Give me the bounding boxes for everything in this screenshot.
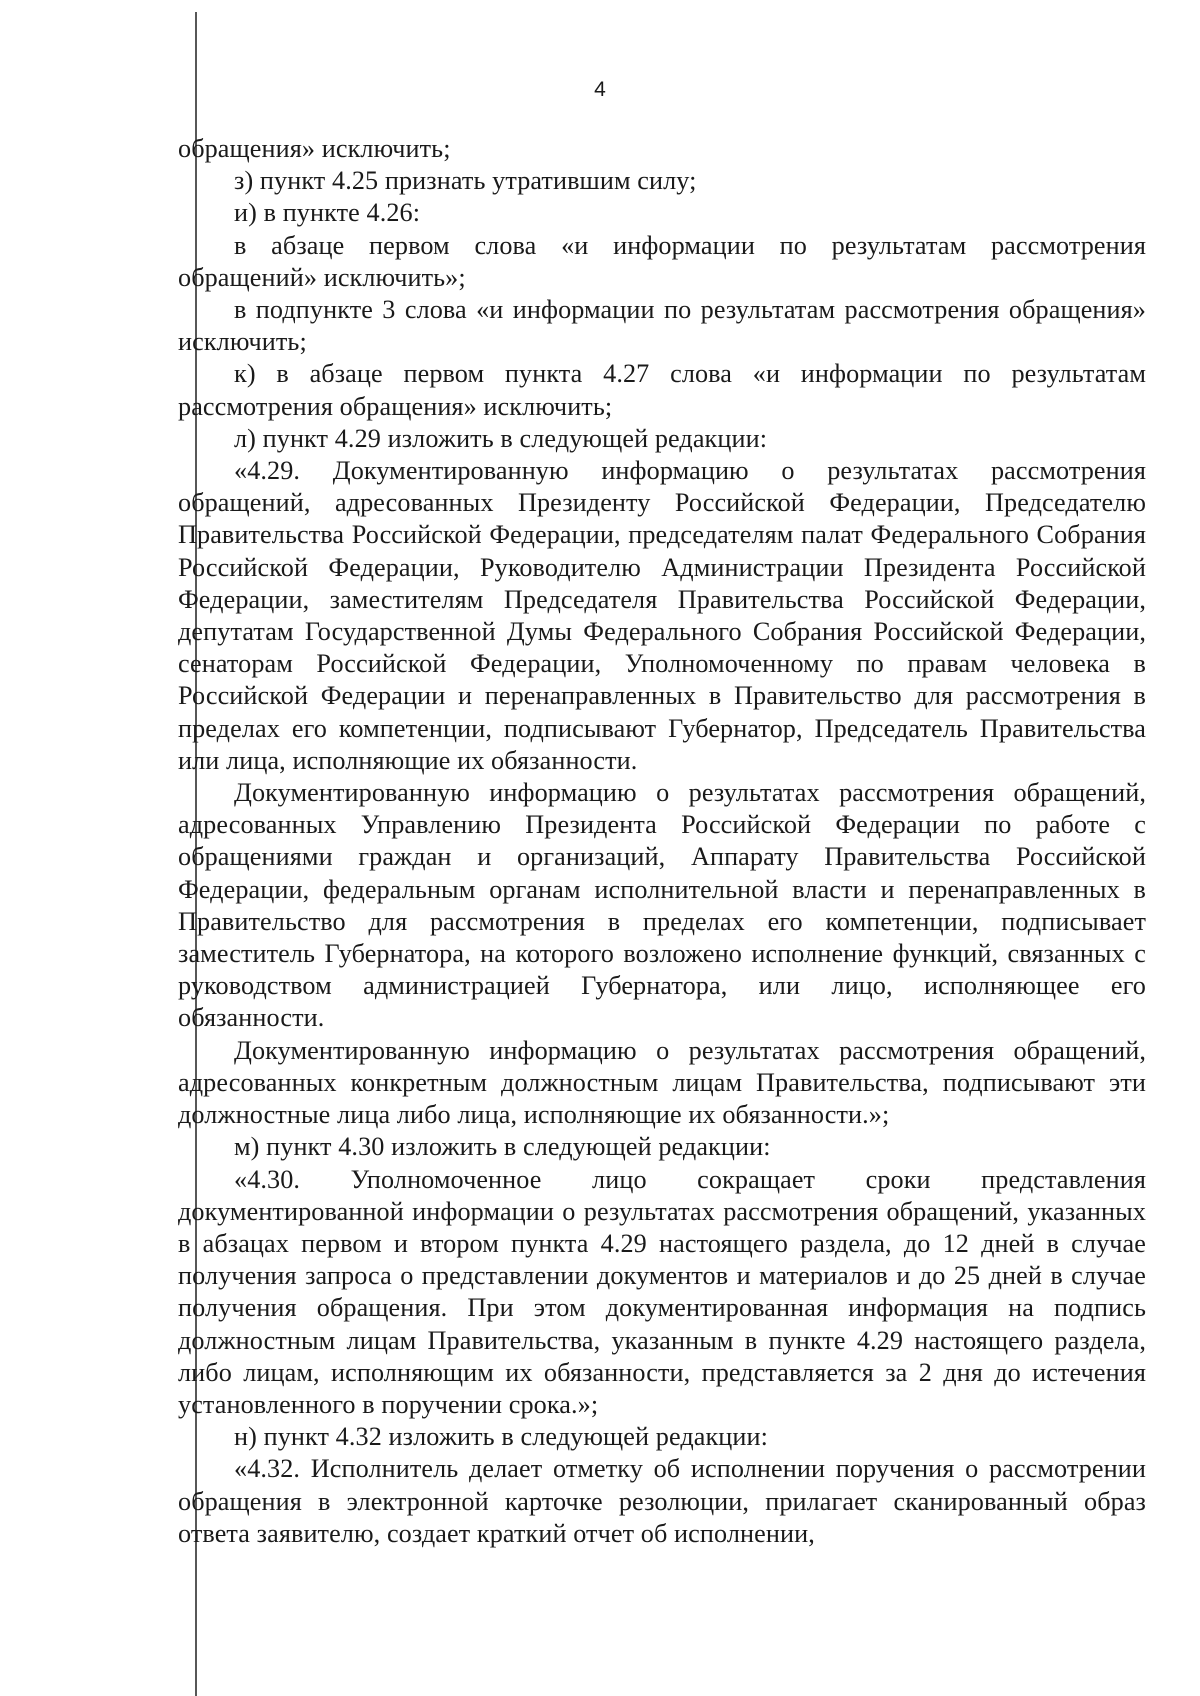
paragraph-item-m: м) пункт 4.30 изложить в следующей редакции: (234, 1132, 771, 1162)
paragraph-4-32: «4.32. Исполнитель делает отметку об исполнении поручения о рассмотрении обращения в электронной карточке резолюции, прилагает сканированный образ ответа заявителю, создает краткий отчет об исполнении, (178, 1454, 1146, 1548)
paragraph-4-29-second: Документированную информацию о результатах рассмотрения обращений, адресованных Управлению Президента Российской Федерации по работе с обращениями граждан и организаций, Аппарату Правительства Российской Федерации, федеральным органам исполнительной власти и перенаправленных в Правительство для рассмотрения в пределах его компетенции, подписывает заместитель Губернатора, на которого возложено исполнение функций, связанных с руководством администрацией Губернатора, или лицо, исполняющее его обязанности. (178, 778, 1146, 1033)
paragraph-4-29-first: «4.29. Документированную информацию о результатах рассмотрения обращений, адресованных Президенту Российской Федерации, Председателю Правительства Российской Федерации, председателям палат Федерального Собрания Российской Федерации, Руководителю Администрации Президента Российской Федерации, заместителям Председателя Правительства Российской Федерации, депутатам Государственной Думы Федерального Собрания Российской Федерации, сенаторам Российской Федерации, Уполномоченному по правам человека в Российской Федерации и перенаправленных в Правительство для рассмотрения в пределах его компетенции, подписывают Губернатор, Председатель Правительства или лица, исполняющие их обязанности. (178, 456, 1146, 775)
page-number: 4 (594, 78, 606, 101)
paragraph-item-n: н) пункт 4.32 изложить в следующей редакции: (234, 1422, 769, 1452)
paragraph-4-30: «4.30. Уполномоченное лицо сокращает сроки представления документированной информации о результатах рассмотрения обращений, указанных в абзацах первом и втором пункта 4.29 настоящего раздела, до 12 дней в случае получения запроса о представлении документов и материалов и до 25 дней в случае получения обращения. При этом документированная информация на подпись должностным лицам Правительства, указанным в пункте 4.29 настоящего раздела, либо лицам, исполняющим их обязанности, представляется за 2 дня до истечения установленного в поручении срока.»; (178, 1164, 1146, 1419)
paragraph-item-i: и) в пункте 4.26: (234, 198, 421, 228)
paragraph-item-z: з) пункт 4.25 признать утратившим силу; (234, 166, 697, 196)
paragraph-4-29-third: Документированную информацию о результатах рассмотрения обращений, адресованных конкретным должностным лицам Правительства, подписывают эти должностные лица либо лица, исполняющие их обязанности.»; (178, 1035, 1146, 1130)
paragraph-item-k: к) в абзаце первом пункта 4.27 слова «и информации по результатам рассмотрения обращения» исключить; (178, 359, 1146, 421)
paragraph-item-i-podpunkt: в подпункте 3 слова «и информации по результатам рассмотрения обращения» исключить; (178, 295, 1146, 357)
paragraph-item-l: л) пункт 4.29 изложить в следующей редакции: (234, 423, 768, 453)
paragraph-item-i-abzac: в абзаце первом слова «и информации по результатам рассмотрения обращений» исключить»; (178, 230, 1146, 292)
paragraph-continuation: обращения» исключить; (178, 134, 451, 163)
document-body (178, 133, 1146, 1550)
